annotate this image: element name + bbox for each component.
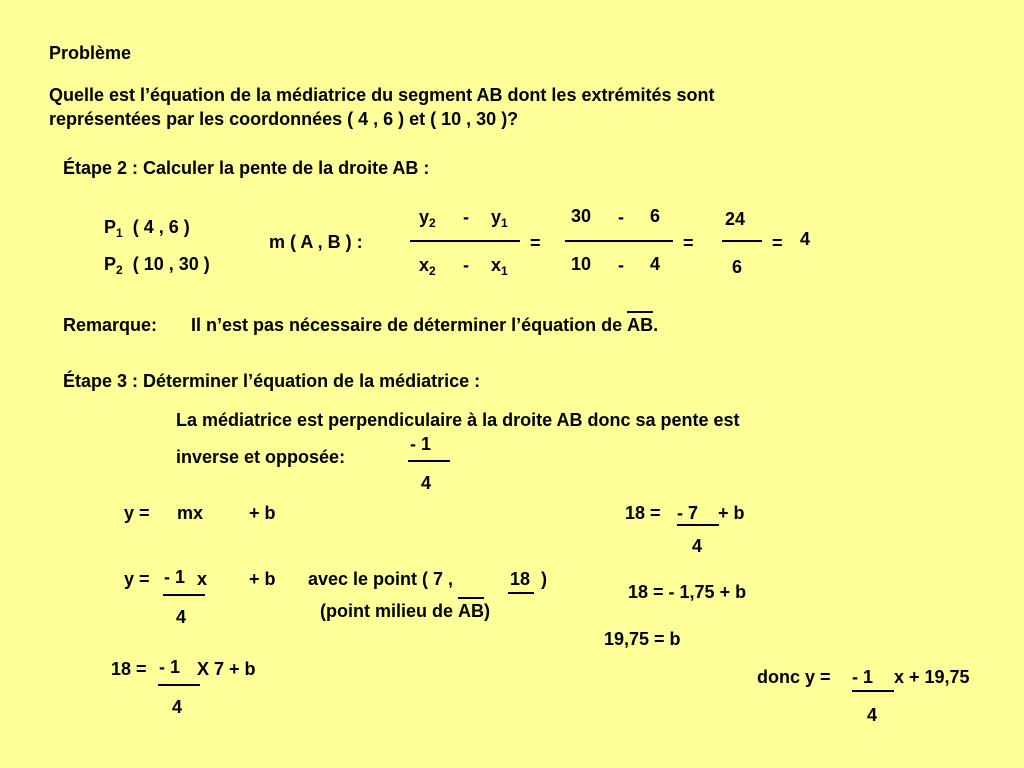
page-title: Problème xyxy=(49,43,132,63)
p2-coords: ( 10 , 30 ) xyxy=(132,254,210,274)
eq2-y: y = xyxy=(124,569,150,589)
equals-sign-1: = xyxy=(530,233,541,253)
milieu-open: (point milieu de xyxy=(320,601,453,621)
frac1-x1: $x_1$ xyxy=(491,255,508,278)
step3-line-2: inverse et opposée: xyxy=(176,447,346,467)
problem-line-2: représentées par les coordonnées ( 4 , 6 ) et ( 10 , 30 )? xyxy=(49,109,519,129)
r-eq1-num: - 7 xyxy=(677,503,699,523)
eq3-num: - 1 xyxy=(159,657,181,677)
point-y: 18 xyxy=(510,568,530,590)
eq1-b: + b xyxy=(249,503,276,523)
perp-slope-num: - 1 xyxy=(410,434,432,454)
p1-name: P xyxy=(104,217,117,237)
frac1-den-minus: - xyxy=(463,255,469,275)
perp-slope-bar xyxy=(408,460,450,462)
eq2-b: + b xyxy=(249,569,276,589)
point-p1 xyxy=(104,216,190,238)
final-den: 4 xyxy=(867,705,878,725)
frac3-den: 6 xyxy=(732,257,743,277)
r-eq3: 19,75 = b xyxy=(604,629,681,649)
frac3-num: 24 xyxy=(725,209,746,229)
final-num: - 1 xyxy=(852,667,874,687)
point-y-underline xyxy=(508,592,534,594)
r-eq1-lhs: 18 = xyxy=(625,503,661,523)
step3-heading: Étape 3 : Déterminer l’équation de la médiatrice : xyxy=(63,371,481,391)
eq1-mx: mx xyxy=(177,503,204,523)
r-eq1-den: 4 xyxy=(692,536,703,556)
remark-line xyxy=(191,314,658,336)
frac1-bar xyxy=(410,240,520,242)
frac2-den-a: 10 xyxy=(571,254,592,274)
frac2-bar xyxy=(565,240,673,242)
frac1-x2: $x_2$ xyxy=(419,255,436,278)
equals-sign-3: = xyxy=(772,233,783,253)
eq3-rest: X 7 + b xyxy=(197,659,256,679)
milieu-note xyxy=(320,600,490,622)
step2-heading: Étape 2 : Calculer la pente de la droite AB : xyxy=(63,158,430,178)
slope-result: 4 xyxy=(800,229,811,249)
p2-name: P xyxy=(104,254,117,274)
step3-line-1: La médiatrice est perpendiculaire à la droite AB donc sa pente est xyxy=(176,410,740,430)
eq2-num: - 1 xyxy=(164,567,186,587)
final-lhs: donc y = xyxy=(757,667,831,687)
eq2-bar xyxy=(163,594,205,596)
perp-slope-den: 4 xyxy=(421,473,432,493)
remark-label: Remarque: xyxy=(63,315,158,335)
frac2-den-b: 4 xyxy=(650,254,661,274)
eq1-y: y = xyxy=(124,503,150,523)
frac2-num-a: 30 xyxy=(571,206,592,226)
milieu-close: ) xyxy=(484,601,491,621)
frac1-y1: $y_1$ xyxy=(491,207,508,230)
frac1-y2: $y_2$ xyxy=(419,207,436,230)
problem-line-1: Quelle est l’équation de la médiatrice du segment AB dont les extrémités sont xyxy=(49,85,715,105)
r-eq2: 18 = - 1,75 + b xyxy=(628,582,747,602)
slope-label: m ( A , B ) : xyxy=(269,232,363,252)
eq3-lhs: 18 = xyxy=(111,659,147,679)
eq3-bar xyxy=(158,684,200,686)
frac2-num-op: - xyxy=(618,207,624,227)
frac2-den-op: - xyxy=(618,255,624,275)
p1-sub: 1 xyxy=(116,226,123,240)
r-eq1-bar xyxy=(677,524,719,526)
milieu-ab-overline xyxy=(458,597,484,599)
p2-sub: 2 xyxy=(116,263,123,277)
remark-text: Il n’est pas nécessaire de déterminer l’équation de xyxy=(191,315,623,335)
remark-ab: AB xyxy=(627,315,653,335)
final-rest: x + 19,75 xyxy=(894,667,970,687)
point-p2 xyxy=(104,253,210,275)
point-close: ) xyxy=(541,569,547,589)
frac1-num-minus: - xyxy=(463,207,469,227)
frac3-bar xyxy=(722,240,762,242)
point-label: avec le point ( 7 , xyxy=(308,569,454,589)
equals-sign-2: = xyxy=(683,233,694,253)
eq3-den: 4 xyxy=(172,697,183,717)
milieu-ab: AB xyxy=(458,601,484,621)
p1-coords: ( 4 , 6 ) xyxy=(132,217,190,237)
remark-ab-overline xyxy=(627,311,653,313)
eq2-den: 4 xyxy=(176,607,187,627)
final-bar xyxy=(852,690,894,692)
r-eq1-b: + b xyxy=(718,503,745,523)
remark-period: . xyxy=(653,315,659,335)
eq2-x: x xyxy=(197,569,208,589)
frac2-num-b: 6 xyxy=(650,206,661,226)
